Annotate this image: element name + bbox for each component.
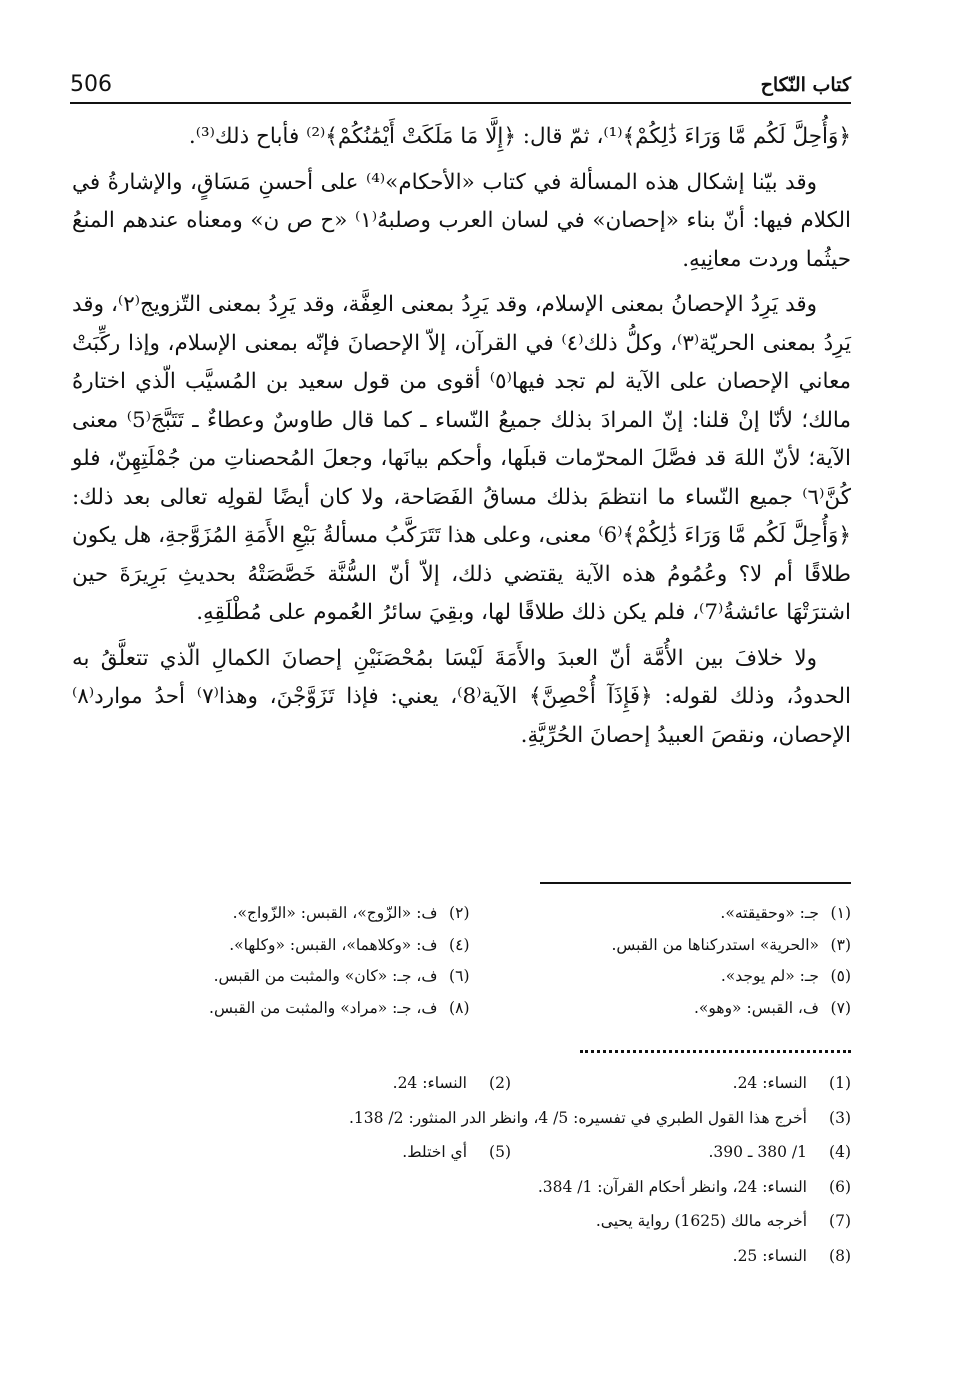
variant-note xyxy=(128,993,470,1025)
variant-note xyxy=(510,898,852,930)
note-row xyxy=(150,1239,851,1274)
paragraph-3: وقد يَرِدُ الإحصانُ بمعنى الإسلام، وقد يَرِدُ بمعنى العِفَّة، وقد يَرِدُ بمعنى التّزويج⁽٢⁾، وقد يَرِدُ بمعنى الحريّة⁽٣⁾، وكلُّ ذلك⁽٤⁾ في القرآن، إلاّ الإحصانَ فإنّه بمعنى الإسلام، وإذا ركِّبَتْ معاني الإحصان على الآية لم تجد فيها⁽٥⁾ أقوى من قول سعيد بن المُسيَّب الّذي اختارهُ مالك؛ لأنّا إنْ قلنا: إنّ المرادَ بذلك جميعُ النّساء ـ كما قال طاوسٌ وعطاءٌ ـ تَتَبَّجَ⁽5⁾ معنى الآية؛ لأنّ اللهَ قد فصَّلَ المحرّمات قبلَها، وأحكم بيانَها، وجعلَ المُحصناتِ من جُمْلَتِهِنّ، فلو كُنَّ⁽٦⁾ جميع النّساء ما انتظمَ بذلك مساقُ الفَصَاحة، ولا كان أيضًا لقولِه تعالى بعد ذلك: ﴿وَأُحِلَّ لَكُم مَّا وَرَاءَ ذَٰلِكُمْ﴾⁽6⁾ معنى، وعلى هذا تَتَرَكَّبُ مسألةُ بَيْعِ الأَمَةِ المُزَوَّجةِ، هل يكون طلاقًا أم لا؟ وعُمُومُ هذه الآية يقتضي ذلك، إلاّ أنّ السُّنَّة خَصَّصَتْهُ بحديثِ بَرِيرَةَ حين اشترَتْهَا عائشةُ⁽7⁾، فلم يكن ذلك طلاقًا لها، وبقِيَ سائرُ العُموم على مُطْلَقِهِ. xyxy=(72,292,852,625)
note-text: ف، جـ: «مراد» والمثبت من القبس. xyxy=(209,998,438,1017)
note-number: (8) xyxy=(829,1246,851,1265)
note-text: أي اختلط. xyxy=(402,1143,467,1161)
note-number: (٨) xyxy=(449,998,470,1017)
page-header xyxy=(70,72,851,104)
note-text: النساء: 24. xyxy=(392,1074,467,1092)
note-number: (2) xyxy=(489,1074,511,1092)
note-text: ف، جـ: «كان» والمثبت من القبس. xyxy=(213,967,438,985)
paragraph-4: ولا خلافَ بين الأُمَّة أنّ العبدَ والأَمَةَ لَيْسَا بمُحْصَنَيْنِ إحصانَ الكمالِ الّذي تتعلَّقُ به الحدودُ، وذلك لقوله: ﴿فَإِذَآ أُحْصِنَّ﴾ الآية⁽8⁾، يعني: فإذا تَزَوَّجْنَ، وهذا⁽٧⁾ أحدُ موارد⁽٨⁾ الإحصان، ونقصَ العبيدُ إحصانَ الحُرِّيَّةِ. xyxy=(72,645,851,748)
variant-note xyxy=(510,930,852,962)
page-number: 506 xyxy=(70,72,112,97)
variant-note xyxy=(510,961,852,993)
note-number: (١) xyxy=(830,904,851,922)
note-number: (٥) xyxy=(830,967,851,985)
main-text xyxy=(72,118,851,762)
note-row xyxy=(150,1170,851,1205)
note-row xyxy=(150,1066,851,1101)
note-text: أخرجه مالك (1625) رواية يحيى. xyxy=(595,1212,807,1230)
note-row xyxy=(150,1204,851,1239)
note-number: (1) xyxy=(829,1074,851,1092)
note-text: النساء: 24. xyxy=(732,1074,807,1092)
note-number: (٧) xyxy=(830,998,851,1017)
note-number: (٣) xyxy=(830,935,851,954)
footnote-divider xyxy=(540,882,851,884)
note-row xyxy=(150,1135,851,1170)
reference-notes xyxy=(150,1066,851,1273)
note-text: ف، القبس: «وهو». xyxy=(693,998,819,1017)
note-number: (٤) xyxy=(449,935,470,954)
note-number: (٢) xyxy=(449,904,470,922)
note-text: 1/ 380 ـ 390. xyxy=(708,1143,807,1161)
note-number: (3) xyxy=(829,1108,851,1127)
paragraph-2: وقد بيّنا إشكال هذه المسألة في كتاب «الأحكام»⁽⁴⁾ على أحسنِ مَسَاقٍ، والإشارةُ في الكلام فيها: أنّ بناء «إحصان» في لسان العرب وصلبهُ⁽١⁾ «ح ص ن» ومعناه عندهم المنعُ حيثُما وردت معانِيهِ. xyxy=(72,169,852,272)
note-text: أخرج هذا القول الطبري في تفسيره: 5/ 4، وانظر الدر المنثور: 2/ 138. xyxy=(348,1108,807,1127)
variant-note xyxy=(128,961,470,993)
note-text: جـ: «وحقيقته». xyxy=(720,904,819,922)
note-row xyxy=(150,1101,851,1136)
note-text: جـ: «لم يوجد». xyxy=(720,967,819,985)
note-text: النساء: 25. xyxy=(732,1246,807,1265)
note-number: (6) xyxy=(829,1177,851,1196)
variant-note xyxy=(128,898,470,930)
note-number: (5) xyxy=(489,1143,511,1161)
note-number: (4) xyxy=(829,1143,851,1161)
variant-note xyxy=(510,993,852,1025)
notes-divider xyxy=(580,1050,851,1053)
note-text: ف: «الزّوج»، القبس: «الزّواج». xyxy=(232,904,438,922)
paragraph-1: ﴿وَأُحِلَّ لَكُم مَّا وَرَاءَ ذَٰلِكُمْ﴾⁽¹⁾، ثمّ قال: ﴿إِلَّا مَا مَلَكَتْ أَيْمَٰنُكُمْ﴾⁽²⁾ فأباح ذلك⁽³⁾. xyxy=(188,124,851,149)
note-text: ف: «وكلاهما»، القبس: «وكلها». xyxy=(229,935,438,954)
manuscript-variants xyxy=(128,898,851,1024)
note-number: (7) xyxy=(829,1212,851,1230)
note-text: «الحرية» استدركناها من القبس. xyxy=(611,935,819,954)
note-text: النساء: 24، وانظر أحكام القرآن: 1/ 384. xyxy=(537,1177,807,1196)
book-title: كتاب النّكاح xyxy=(760,74,851,96)
note-number: (٦) xyxy=(449,967,470,985)
variant-note xyxy=(128,930,470,962)
